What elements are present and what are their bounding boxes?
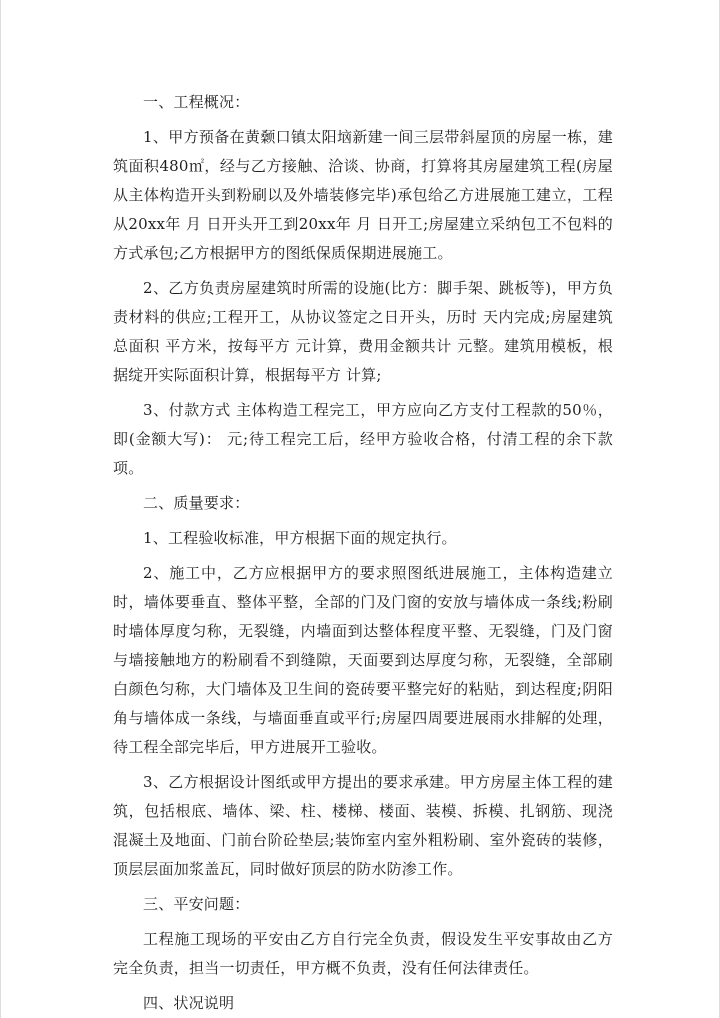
section-heading-overview: 一、工程概况： [143, 93, 250, 111]
paragraph-overview-2: 2、乙方负责房屋建筑时所需的设施(比方：脚手架、跳板等)，甲方负责材料的供应;工程开工，从协议签定之日开头，历时 天内完成;房屋建筑总面积 平方米，按每平方 元计算，费用金额共计 元整。建筑用模板，根据绽开实际面积计算，根据每平方 计算; [113, 279, 613, 384]
paragraph-quality-1: 1、工程验收标准，甲方根据下面的规定执行。 [143, 529, 457, 547]
paragraph-quality-3: 3、乙方根据设计图纸或甲方提出的要求承建。甲方房屋主体工程的建筑，包括根底、墙体、梁、柱、楼梯、楼面、装模、拆模、扎钢筋、现浇混凝土及地面、门前台阶砼垫层;装饰室内室外粗粉刷、室外瓷砖的装修，顶层层面加浆盖瓦，同时做好顶层的防水防渗工作。 [113, 773, 613, 878]
section-heading-quality: 二、质量要求： [143, 494, 250, 512]
paragraph-quality-2: 2、施工中，乙方应根据甲方的要求照图纸进展施工，主体构造建立时，墙体要垂直、整体平整，全部的门及门窗的安放与墙体成一条线;粉刷时墙体厚度匀称，无裂缝，内墙面到达整体程度平整、无裂缝，门及门窗与墙接触地方的粉刷看不到缝隙，天面要到达厚度匀称，无裂缝，全部刷白颜色匀称，大门墙体及卫生间的瓷砖要平整完好的粘贴，到达程度;阴阳角与墙体成一条线，与墙面垂直或平行;房屋四周要进展雨水排解的处理，待工程全部完毕后，甲方进展开工验收。 [113, 564, 613, 756]
paragraph-overview-1: 1、甲方预备在黄颡口镇太阳垴新建一间三层带斜屋顶的房屋一栋，建筑面积480㎡，经与乙方接触、洽谈、协商，打算将其房屋建筑工程(房屋从主体构造开头到粉刷以及外墙装修完毕)承包给乙方进展施工建立，工程从20xx年 月 日开头开工到20xx年 月 日开工;房屋建立采纳包工不包料的方式承包;乙方根据甲方的图纸保质保期进展施工。 [113, 128, 613, 262]
document-body [113, 88, 613, 1018]
section-heading-safety: 三、平安问题： [143, 895, 250, 913]
section-heading-conditions: 四、状况说明 [143, 994, 235, 1012]
paragraph-overview-3: 3、付款方式 主体构造工程完工，甲方应向乙方支付工程款的50％，即(金额大写)： 元;待工程完工后，经甲方验收合格，付清工程的余下款项。 [113, 401, 613, 477]
paragraph-safety: 工程施工现场的平安由乙方自行完全负责，假设发生平安事故由乙方完全负责，担当一切责任，甲方概不负责，没有任何法律责任。 [113, 930, 613, 977]
